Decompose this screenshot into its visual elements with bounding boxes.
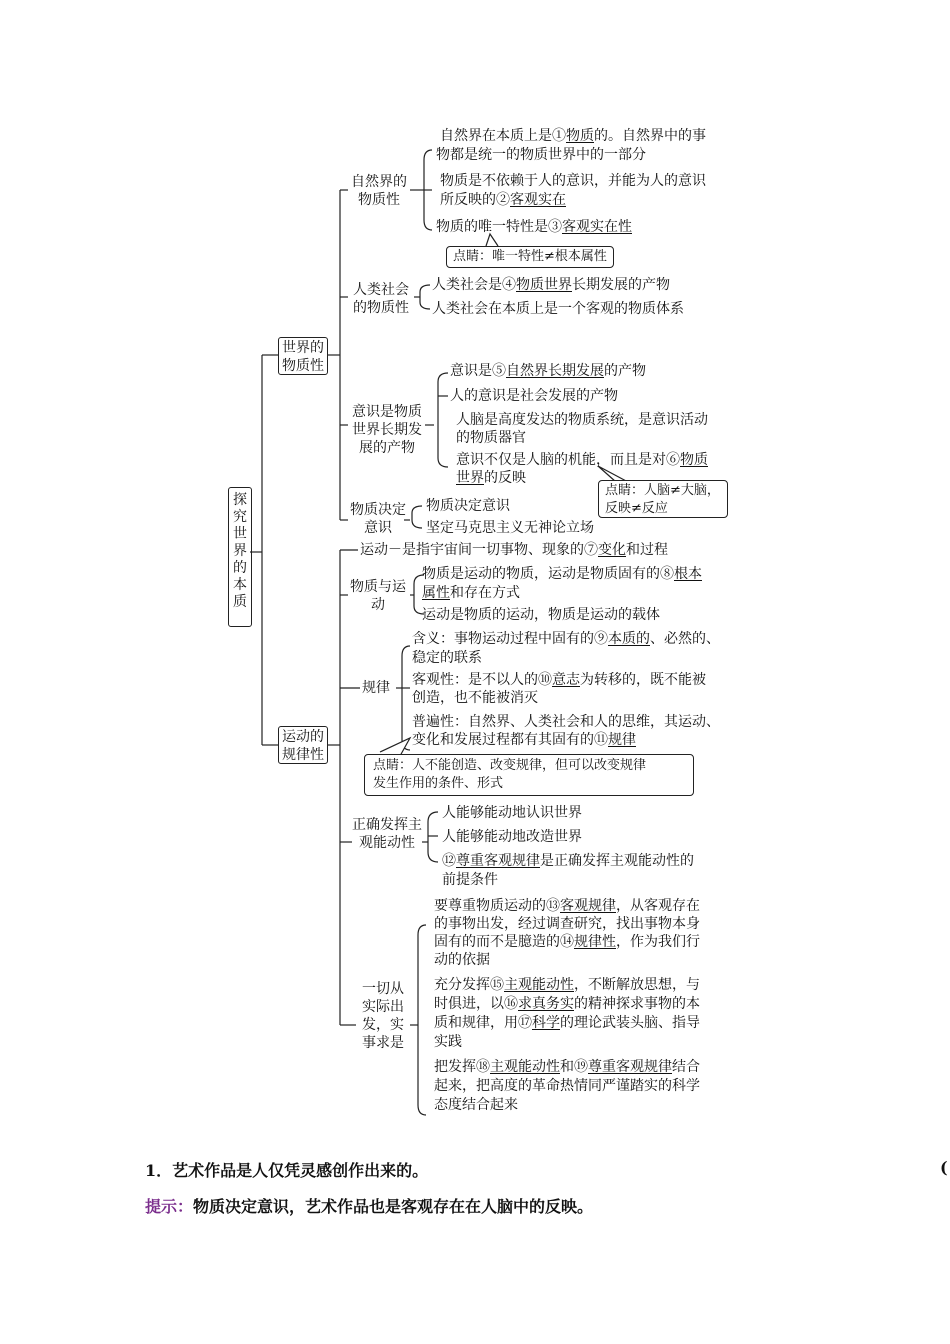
answer-15: 主观能动性: [504, 977, 574, 993]
answer-3: 客观实在性: [562, 219, 632, 235]
law-def-a: 含义：事物运动过程中固有的⑨本质的、必然的、: [412, 631, 720, 647]
consciousness-line-2: 人的意识是社会发展的产物: [450, 388, 618, 404]
node-society-materiality: 人类社会的物质性: [353, 282, 409, 316]
node-matter-decides: 物质决定意识: [350, 502, 406, 536]
tip-consciousness: [598, 480, 728, 518]
facts-p2a: 充分发挥⑮主观能动性，不断解放思想，与: [434, 977, 700, 993]
question-number: 1．: [145, 1161, 173, 1180]
law-obj-a: 客观性：是不以人的⑩意志为转移的，既不能被: [412, 672, 706, 688]
root-label: 探究世界的本质: [233, 492, 247, 610]
consciousness-line-3b: 的物质器官: [456, 430, 526, 446]
answer-6a: 物质: [680, 452, 708, 468]
facts-p2b: 时俱进，以⑯求真务实的精神探求事物的本: [434, 996, 700, 1012]
tip-law: [364, 754, 694, 796]
answer-14: 规律性: [574, 934, 616, 950]
facts-p1d: 动的依据: [434, 952, 490, 968]
nature-line-2b: 所反映的②客观实在: [440, 192, 566, 208]
branch-world-materiality-label: 世界的物质性: [282, 340, 324, 374]
law-uni-a: 普遍性：自然界、人类社会和人的思维，其运动、: [412, 714, 720, 730]
hint-text: 物质决定意识，艺术作品也是客观存在在人脑中的反映。: [193, 1197, 594, 1216]
answer-1: 物质: [566, 128, 594, 144]
answer-18: 主观能动性: [490, 1059, 560, 1075]
tip-law-line-2: 发生作用的条件、形式: [373, 776, 504, 791]
answer-12: 尊重客观规律: [456, 853, 540, 869]
tip-nature: 点睛：唯一特性≠根本属性: [446, 246, 614, 268]
initiative-line-1: 人能够能动地认识世界: [442, 805, 582, 821]
consciousness-line-1: 意识是⑤自然界长期发展的产物: [450, 363, 646, 379]
law-obj-b: 创造，也不能被消灭: [412, 690, 538, 706]
hint: [145, 1194, 593, 1217]
initiative-line-3: ⑫尊重客观规律是正确发挥主观能动性的: [442, 853, 694, 869]
branch-motion-law: [278, 726, 328, 764]
motion-line: 运动－是指宇宙间一切事物、现象的⑦变化和过程: [360, 542, 668, 558]
node-seek-truth: 一切从实际出发，实事求是: [362, 981, 404, 1051]
answer-8b: 属性: [422, 585, 450, 601]
facts-p2d: 实践: [434, 1034, 462, 1050]
question-text: 艺术作品是人仅凭灵感创作出来的。: [172, 1161, 429, 1180]
facts-p2c: 质和规律，用⑰科学的理论武装头脑、指导: [434, 1015, 700, 1031]
facts-p1a: 要尊重物质运动的⑬客观规律，从客观存在: [434, 898, 700, 914]
nature-line-1b: 物都是统一的物质世界中的一部分: [436, 147, 646, 163]
node-initiative: 正确发挥主观能动性: [352, 817, 422, 851]
answer-2: 客观实在: [510, 192, 566, 208]
initiative-line-3b: 前提条件: [442, 872, 498, 888]
law-def-b: 稳定的联系: [412, 650, 482, 666]
tip-consciousness-line-2: 反映≠反应: [605, 501, 668, 516]
society-line-1: 人类社会是④物质世界长期发展的产物: [432, 277, 670, 293]
facts-p3a: 把发挥⑱主观能动性和⑲尊重客观规律结合: [434, 1059, 700, 1075]
nature-line-1a: 自然界在本质上是①物质的。自然界中的事: [440, 128, 706, 144]
facts-p1b: 的事物出发，经过调查研究，找出事物本身: [434, 916, 700, 932]
society-line-2: 人类社会在本质上是一个客观的物质体系: [432, 301, 684, 317]
decides-line-2: 坚定马克思主义无神论立场: [426, 520, 594, 536]
initiative-line-2: 人能够能动地改造世界: [442, 829, 582, 845]
consciousness-line-4a: 意识不仅是人脑的机能，而且是对⑥物质: [456, 452, 708, 468]
answer-4: 物质世界: [516, 277, 572, 293]
question-1: [145, 1158, 428, 1181]
branch-world-materiality: [278, 337, 328, 375]
answer-8a: 根本: [674, 566, 702, 582]
answer-6b: 世界: [456, 470, 484, 486]
tip-law-line-1: 点睛：人不能创造、改变规律，但可以改变规律: [373, 758, 647, 773]
tip-consciousness-line-1: 点睛：人脑≠大脑，: [605, 483, 720, 498]
root-node: [228, 487, 252, 627]
law-uni-b: 变化和发展过程都有其固有的⑪规律: [412, 732, 636, 748]
matter-motion-line-2: 运动是物质的运动，物质是运动的载体: [422, 607, 660, 623]
matter-motion-line-1b: 属性和存在方式: [422, 585, 520, 601]
answer-10: 意志: [552, 672, 580, 688]
answer-9: 本质的: [608, 631, 650, 647]
decides-line-1: 物质决定意识: [426, 498, 510, 514]
facts-p3c: 态度结合起来: [434, 1097, 518, 1113]
answer-7: 变化: [598, 542, 626, 558]
answer-bracket: (: [940, 1158, 948, 1177]
answer-16: 求真务实: [518, 996, 574, 1012]
answer-17: 科学: [532, 1015, 560, 1031]
consciousness-line-3a: 人脑是高度发达的物质系统，是意识活动: [456, 412, 708, 428]
node-matter-motion: 物质与运动: [350, 579, 406, 613]
branch-motion-law-label: 运动的规律性: [282, 729, 324, 763]
answer-19: 尊重客观规律: [588, 1059, 672, 1075]
nature-line-3: 物质的唯一特性是③客观实在性: [436, 219, 632, 235]
answer-5: 自然界长期发展: [506, 363, 604, 379]
node-nature-materiality: 自然界的物质性: [351, 174, 407, 208]
matter-motion-line-1a: 物质是运动的物质，运动是物质固有的⑧根本: [422, 566, 702, 582]
nature-line-2a: 物质是不依赖于人的意识，并能为人的意识: [440, 173, 706, 189]
hint-label: 提示：: [145, 1197, 194, 1216]
node-consciousness-product: 意识是物质世界长期发展的产物: [352, 404, 422, 456]
answer-11: 规律: [608, 732, 636, 748]
consciousness-line-4b: 世界的反映: [456, 470, 526, 486]
answer-13: 客观规律: [560, 898, 616, 914]
node-law: 规律: [362, 680, 390, 696]
facts-p1c: 固有的而不是臆造的⑭规律性，作为我们行: [434, 934, 700, 950]
facts-p3b: 起来，把高度的革命热情同严谨踏实的科学: [434, 1078, 700, 1094]
